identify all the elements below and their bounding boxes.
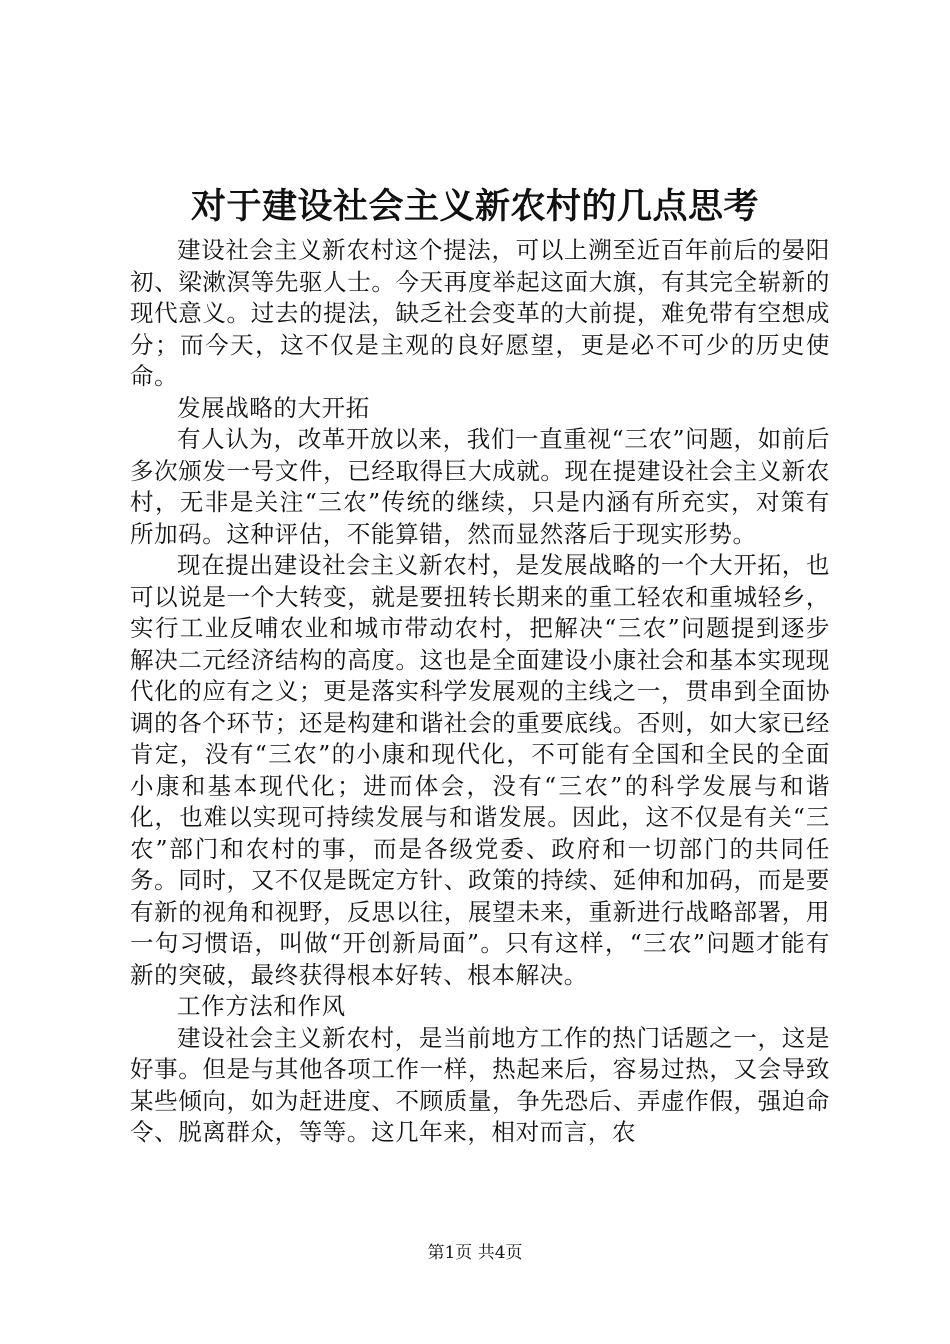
paragraph-intro: 建设社会主义新农村这个提法，可以上溯至近百年前后的晏阳初、梁漱溟等先驱人士。今天再度举起这面大旗，有其完全崭新的现代意义。过去的提法，缺乏社会变革的大前提，难免带有空想成分；而今天，这不仅是主观的良好愿望，更是必不可少的历史使命。 xyxy=(130,236,830,390)
document-body xyxy=(130,235,830,1149)
section-heading-method: 工作方法和作风 xyxy=(177,992,346,1020)
paragraph-method-1: 建设社会主义新农村，是当前地方工作的热门话题之一，这是好事。但是与其他各项工作一样，热起来后，容易过热，又会导致某些倾向，如为赶进度、不顾质量，争先恐后、弄虚作假，强迫命令、脱离群众，等等。这几年来，相对而言，农 xyxy=(130,1023,830,1146)
paragraph-strategy-2: 现在提出建设社会主义新农村，是发展战略的一个大开拓，也可以说是一个大转变，就是要扭转长期来的重工轻农和重城轻乡，实行工业反哺农业和城市带动农村，把解决“三农”问题提到逐步解决二元经济结构的高度。这也是全面建设小康社会和基本实现现代化的应有之义；更是落实科学发展观的主线之一，贯串到全面协调的各个环节；还是构建和谐社会的重要底线。否则，如大家已经肯定，没有“三农”的小康和现代化，不可能有全国和全民的全面小康和基本现代化；进而体会，没有“三农”的科学发展与和谐化，也难以实现可持续发展与和谐发展。因此，这不仅是有关“三农”部门和农村的事，而是各级党委、政府和一切部门的共同任务。同时，又不仅是既定方针、政策的持续、延伸和加码，而是要有新的视角和视野，反思以往，展望未来，重新进行战略部署，用一句习惯语，叫做“开创新局面”。只有这样，“三农”问题才能有新的突破，最终获得根本好转、根本解决。 xyxy=(130,551,830,989)
section-heading-strategy: 发展战略的大开拓 xyxy=(177,393,370,422)
paragraph-strategy-1: 有人认为，改革开放以来，我们一直重视“三农”问题，如前后多次颁发一号文件，已经取得巨大成就。现在提建设社会主义新农村，无非是关注“三农”传统的继续，只是内涵有所充实，对策有所加码。这种评估，不能算错，然而显然落后于现实形势。 xyxy=(130,425,830,548)
page-footer: 第1页 共4页 xyxy=(427,1243,523,1263)
document-title: 对于建设社会主义新农村的几点思考 xyxy=(190,186,759,227)
